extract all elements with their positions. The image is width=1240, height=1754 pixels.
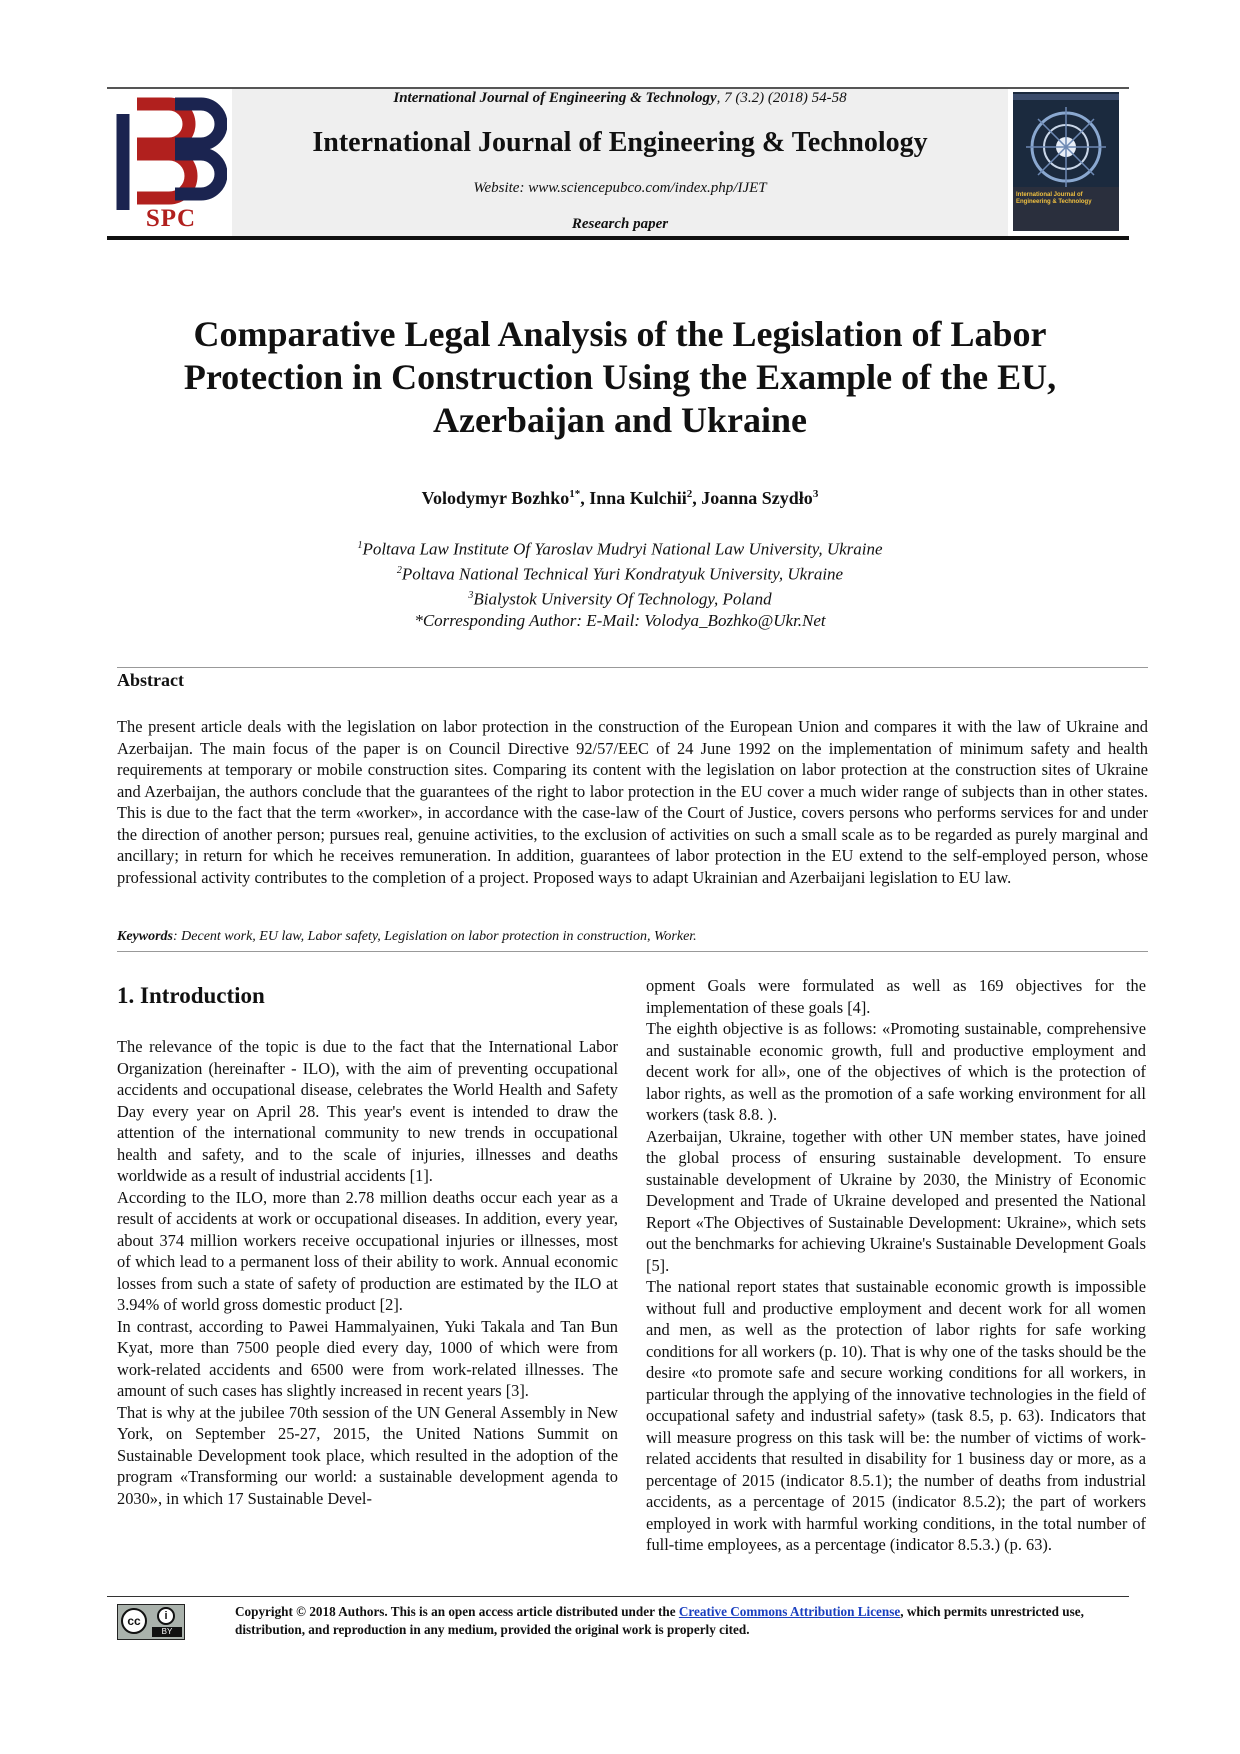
author-name: Joanna Szydło [701, 488, 813, 508]
author-separator: , [580, 488, 590, 508]
journal-cover [1013, 92, 1119, 231]
abstract-heading: Abstract [117, 670, 184, 690]
affiliation: $^3$Bialystok University Of Technology, Poland [468, 589, 772, 609]
paragraph: Azerbaijan, Ukraine, together with other UN member states, have joined the global process of ensuring sustainable development. To ensure sustainable development of Ukraine by 2030, the Ministry of Economic Development and Trade of Ukraine developed and presented the National Report «The Objectives of Sustainable Development: Ukraine», which sets out the benchmarks for achieving Ukraine's Sustainable Development Goals [5]. [646, 1126, 1146, 1275]
by-label: BY [152, 1627, 182, 1637]
affiliation: $^2$Poltava National Technical Yuri Kondratyuk University, Ukraine [396, 564, 844, 584]
header-citation [232, 90, 1008, 107]
section-heading-introduction: 1. Introduction [117, 983, 265, 1008]
paragraph: The relevance of the topic is due to the fact that the International Labor Organization (hereinafter - ILO), with the aim of preventing occupational accidents and occupational disease, celebrates the World Health and Safety Day every year on April 28. This year's event is intended to draw the attention of the international community to new trends in occupational health and safety, and to the scale of injuries, illnesses and deaths worldwide as a result of industrial accidents [1]. [117, 1037, 618, 1185]
author-name: Volodymyr Bozhko [421, 488, 570, 508]
abstract-text: The present article deals with the legislation on labor protection in the construction of the European Union and compares it with the law of Ukraine and Azerbaijan. The main focus of the paper is on Council Directive 92/57/EEC of 24 June 1992 on the implementation of minimum safety and health requirements at temporary or mobile construction sites. Comparing its content with the legislation on labor protection at the construction sites of Ukraine and Azerbaijan, the authors conclude that the guarantees of the right to labor protection in the EU cover a much wider range of subjects than in other states. This is due to the fact that the term «worker», in accordance with the case-law of the Court of Justice, covers persons who performs services for and under the direction of another person; pursues real, genuine activities, to the exclusion of activities on such a small scale as to be regarded as purely marginal and ancillary; in return for which he receives remuneration. In addition, guarantees of labor protection in the EU extend to the self-employed person, whose professional activity contributes to the completion of a project. Proposed ways to adapt Ukrainian and Azerbaijani legislation to EU law. [117, 717, 1148, 887]
author-name: Inna Kulchii [589, 488, 687, 508]
title-line: Protection in Construction Using the Example of the EU, [183, 357, 1057, 397]
affiliation-marker: 1 [357, 540, 363, 551]
paragraph: According to the ILO, more than 2.78 million deaths occur each year as a result of accidents at work or occupational diseases. In addition, every year, about 374 million workers receive occupational injuries or illnesses, most of which lead to a permanent loss of their ability to work. Annual economic losses from such a state of safety of production are estimated by the ILO at 3.94% of world gross domestic product [2]. [117, 1187, 618, 1314]
paragraph: The national report states that sustainable economic growth is impossible without full and productive employment and decent work for all women and men, as well as the protection of labor rights for safe working conditions for all workers (p. 10). That is why one of the tasks should be the desire «to promote safe and secure working conditions for all workers, in particular through the applying of the innovative technologies in the field of occupational safety and industrial safety» (task 8.5, p. 63). Indicators that will measure progress on this task will be: the number of victims of work-related accidents that resulted in disability for 1 business day or more, as a percentage of 2015 (indicator 8.5.1); the number of deaths from industrial accidents, as a percentage of 2015 (indicator 8.5.2); the part of workers employed in work with harmful working conditions, in the total number of full-time employees, as a percentage (indicator 8.5.3.) (p. 63). [646, 1277, 1146, 1554]
abstract-top-rule [117, 667, 1148, 668]
cover-art-icon [1013, 92, 1119, 231]
left-column [117, 1036, 618, 1509]
title-line: Azerbaijan and Ukraine [432, 400, 807, 440]
cc-by-badge[interactable] [117, 1604, 185, 1640]
author-affil-marker: 2 [686, 488, 693, 500]
paper-type: Research paper [571, 216, 669, 232]
keywords [117, 929, 1148, 945]
author-separator: , [692, 488, 702, 508]
right-column [646, 975, 1146, 1556]
affiliation-marker: 3 [468, 590, 474, 602]
citation-volume: , 7 (3.2) (2018) 54-58 [716, 90, 847, 106]
affiliation-list [110, 535, 1130, 632]
header-bottom-rule [107, 236, 1129, 240]
cc-icon: cc [121, 1608, 147, 1634]
affiliation-marker: 2 [396, 565, 402, 577]
footer-rule [107, 1596, 1129, 1597]
journal-name: International Journal of Engineering & Technology [312, 127, 928, 158]
keywords-rule [117, 951, 1148, 952]
license-link[interactable]: Creative Commons Attribution License [678, 1604, 901, 1619]
cover-title: International Journal of Engineering & Technology [1016, 192, 1092, 205]
attribution-icon: i [157, 1607, 175, 1625]
citation-journal: International Journal of Engineering & Technology [393, 90, 717, 106]
keywords-text: : Decent work, EU law, Labor safety, Legislation on labor protection in construction, Worker. [173, 929, 697, 944]
keywords-label: Keywords [117, 929, 173, 944]
author-affil-marker: 3 [812, 488, 819, 500]
affiliation: $^1$Poltava Law Institute Of Yaroslav Mudryi National Law University, Ukraine [357, 539, 883, 559]
paragraph: That is why at the jubilee 70th session of the UN General Assembly in New York, on September 25-27, 2015, the United Nations Summit on Sustainable Development took place, which resulted in the adoption of the program «Transforming our world: a sustainable development agenda to 2030», in which 17 Sustainable Devel- [117, 1402, 618, 1508]
header-band [232, 89, 1008, 236]
corresponding-author: *Corresponding Author: E-Mail: Volodya_Bozhko@Ukr.Net [414, 611, 826, 631]
copyright-notice: Copyright © 2018 Authors. This is an open access article distributed under the Creative Commons Attribution License, which permits unrestricted use, distribution, and reproduction in any medium, provided the original work is properly cited. [235, 1604, 1084, 1637]
paragraph: The eighth objective is as follows: «Promoting sustainable, comprehensive and sustainable economic growth, full and productive employment and decent work for all», one of the objectives of which is the protection of labor rights, as well as the promotion of a safe working environment for all workers (task 8.8. ). [646, 1019, 1146, 1124]
journal-website[interactable]: Website: www.sciencepubco.com/index.php/IJET [473, 180, 767, 196]
author-list [110, 488, 1130, 509]
paragraph: In contrast, according to Pawei Hammalyainen, Yuki Takala and Tan Bun Kyat, more than 7500 people died every day, 1000 of which were from work-related accidents and 6500 were from work-related illnesses. The amount of such cases has slightly increased in recent years [3]. [117, 1316, 618, 1400]
title-line: Comparative Legal Analysis of the Legislation of Labor [193, 314, 1047, 354]
author-affil-marker: 1* [569, 488, 581, 500]
paragraph: opment Goals were formulated as well as 169 objectives for the implementation of these goals [4]. [646, 976, 1146, 1017]
paper-title [110, 313, 1130, 442]
logo-text: SPC [145, 205, 197, 232]
